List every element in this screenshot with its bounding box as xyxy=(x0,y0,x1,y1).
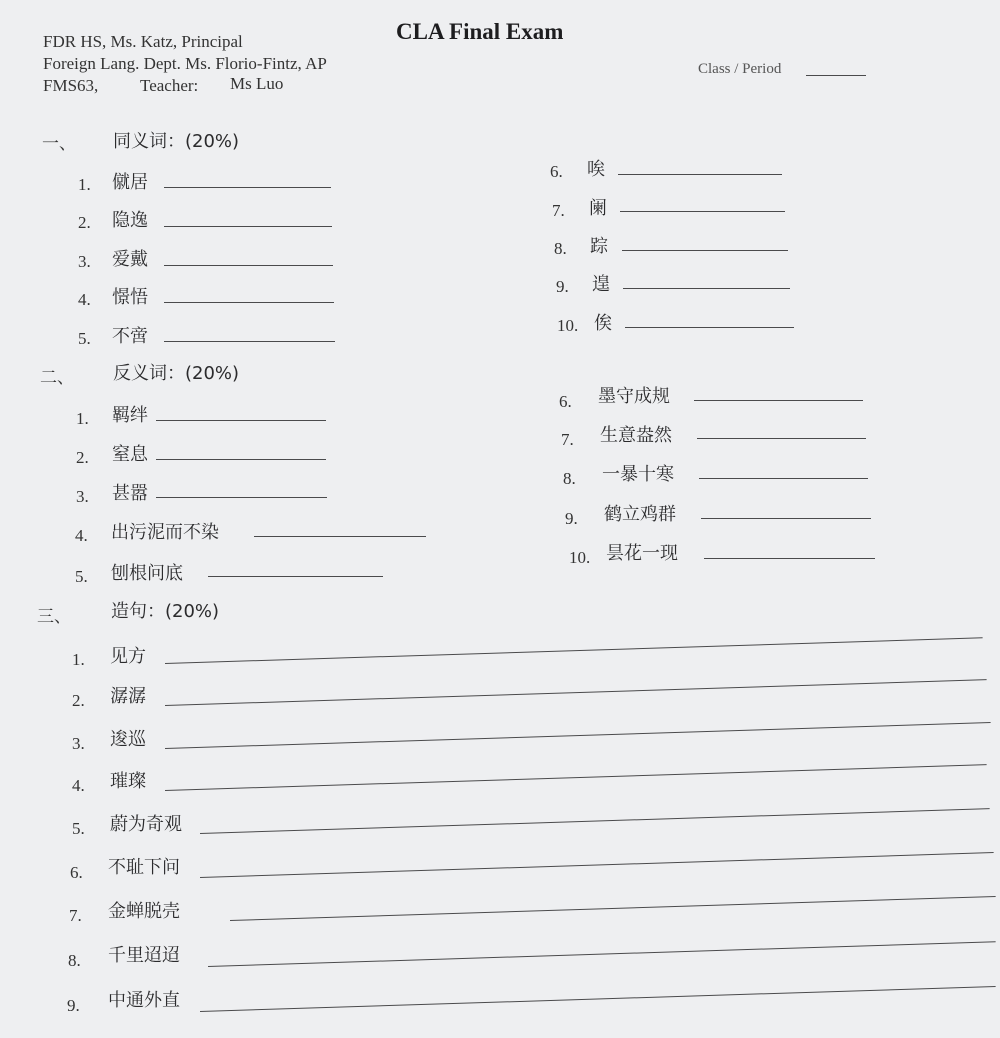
s1-right-word: 遑 xyxy=(592,274,610,295)
s2-left-word: 刨根问底 xyxy=(111,563,183,584)
answer-blank[interactable] xyxy=(164,302,334,303)
s1-left-word: 不啻 xyxy=(112,326,148,347)
answer-blank[interactable] xyxy=(164,265,333,266)
s3-num: 2. xyxy=(72,691,85,710)
sentence-blank[interactable] xyxy=(200,852,994,878)
s1-right-num: 7. xyxy=(552,201,565,220)
s1-left-word: 憬悟 xyxy=(112,287,148,308)
s1-left-num: 2. xyxy=(78,213,91,232)
s2-left-num: 4. xyxy=(75,526,88,545)
s2-left-num: 5. xyxy=(75,567,88,586)
s2-right-num: 7. xyxy=(561,430,574,449)
answer-blank[interactable] xyxy=(618,174,782,175)
s2-left-word: 窒息 xyxy=(112,444,148,465)
s2-right-word: 鹤立鸡群 xyxy=(604,504,676,525)
sentence-blank[interactable] xyxy=(200,808,990,834)
s2-right-word: 一暴十寒 xyxy=(602,464,674,485)
s2-right-word: 昙花一现 xyxy=(606,543,678,564)
s3-num: 6. xyxy=(70,863,83,882)
section2-title: 反义词：(20%) xyxy=(113,363,240,384)
s2-left-num: 2. xyxy=(76,448,89,467)
class-period-label: Class / Period xyxy=(698,61,782,77)
s2-left-word: 甚嚣 xyxy=(112,483,148,504)
sentence-blank[interactable] xyxy=(200,986,996,1012)
s3-word: 千里迢迢 xyxy=(108,945,180,966)
s3-word: 逡巡 xyxy=(110,729,146,750)
sentence-blank[interactable] xyxy=(165,679,987,706)
answer-blank[interactable] xyxy=(625,327,794,328)
answer-blank[interactable] xyxy=(164,226,332,227)
s2-right-word: 墨守成规 xyxy=(598,386,670,407)
section3-title: 造句：(20%) xyxy=(111,601,220,622)
dept-line: Foreign Lang. Dept. Ms. Florio-Fintz, AP xyxy=(43,54,327,73)
s1-left-word: 僦居 xyxy=(112,172,148,193)
s1-right-word: 踪 xyxy=(590,236,608,257)
s2-left-word: 出污泥而不染 xyxy=(111,522,219,543)
answer-blank[interactable] xyxy=(254,536,426,537)
s2-left-num: 1. xyxy=(76,409,89,428)
s3-num: 9. xyxy=(67,996,80,1015)
s1-right-num: 10. xyxy=(557,316,579,335)
answer-blank[interactable] xyxy=(699,478,868,479)
s2-left-num: 3. xyxy=(76,487,89,506)
exam-title: CLA Final Exam xyxy=(396,19,564,44)
s3-num: 4. xyxy=(72,776,85,795)
section2-label: 二、 xyxy=(40,368,74,388)
s2-right-num: 9. xyxy=(565,509,578,528)
section1-label: 一、 xyxy=(42,134,76,154)
answer-blank[interactable] xyxy=(164,187,331,188)
sentence-blank[interactable] xyxy=(165,764,987,791)
s2-right-num: 6. xyxy=(559,392,572,411)
s1-right-num: 8. xyxy=(554,239,567,258)
answer-blank[interactable] xyxy=(208,576,383,577)
sentence-blank[interactable] xyxy=(165,722,991,749)
section3-label: 三、 xyxy=(37,607,71,627)
s3-num: 5. xyxy=(72,819,85,838)
s3-num: 7. xyxy=(69,906,82,925)
answer-blank[interactable] xyxy=(156,420,326,421)
school-line: FDR HS, Ms. Katz, Principal xyxy=(43,32,243,51)
s1-left-num: 5. xyxy=(78,329,91,348)
s2-right-num: 10. xyxy=(569,548,591,567)
s1-left-num: 1. xyxy=(78,175,91,194)
s3-word: 不耻下问 xyxy=(108,857,180,878)
s1-right-num: 6. xyxy=(550,162,563,181)
s1-right-word: 俟 xyxy=(594,313,612,334)
teacher-label: Teacher: xyxy=(140,76,199,95)
s1-left-word: 爱戴 xyxy=(112,249,148,270)
answer-blank[interactable] xyxy=(623,288,790,289)
s3-word: 潺潺 xyxy=(110,686,146,707)
s1-left-word: 隐逸 xyxy=(112,210,148,231)
answer-blank[interactable] xyxy=(694,400,863,401)
s1-left-num: 3. xyxy=(78,252,91,271)
s3-num: 1. xyxy=(72,650,85,669)
class-period-blank[interactable] xyxy=(806,75,866,76)
answer-blank[interactable] xyxy=(620,211,785,212)
answer-blank[interactable] xyxy=(164,341,335,342)
answer-blank[interactable] xyxy=(156,497,327,498)
course-code: FMS63, xyxy=(43,76,99,95)
teacher-name: Ms Luo xyxy=(230,74,284,93)
sentence-blank[interactable] xyxy=(208,941,996,967)
s1-right-word: 唉 xyxy=(587,159,605,180)
section1-title: 同义词：(20%) xyxy=(113,131,240,152)
s3-word: 蔚为奇观 xyxy=(110,814,182,835)
s2-right-num: 8. xyxy=(563,469,576,488)
s3-num: 8. xyxy=(68,951,81,970)
answer-blank[interactable] xyxy=(704,558,875,559)
s3-word: 璀璨 xyxy=(110,771,146,792)
s1-right-word: 阑 xyxy=(589,198,607,219)
answer-blank[interactable] xyxy=(156,459,326,460)
s3-word: 中通外直 xyxy=(108,990,180,1011)
s1-left-num: 4. xyxy=(78,290,91,309)
s3-num: 3. xyxy=(72,734,85,753)
sentence-blank[interactable] xyxy=(165,637,983,664)
s2-left-word: 羁绊 xyxy=(112,405,148,426)
s3-word: 金蝉脱壳 xyxy=(108,901,180,922)
answer-blank[interactable] xyxy=(622,250,788,251)
sentence-blank[interactable] xyxy=(230,896,996,921)
s2-right-word: 生意盎然 xyxy=(600,425,672,446)
answer-blank[interactable] xyxy=(701,518,871,519)
s1-right-num: 9. xyxy=(556,277,569,296)
s3-word: 见方 xyxy=(110,646,146,667)
answer-blank[interactable] xyxy=(697,438,866,439)
